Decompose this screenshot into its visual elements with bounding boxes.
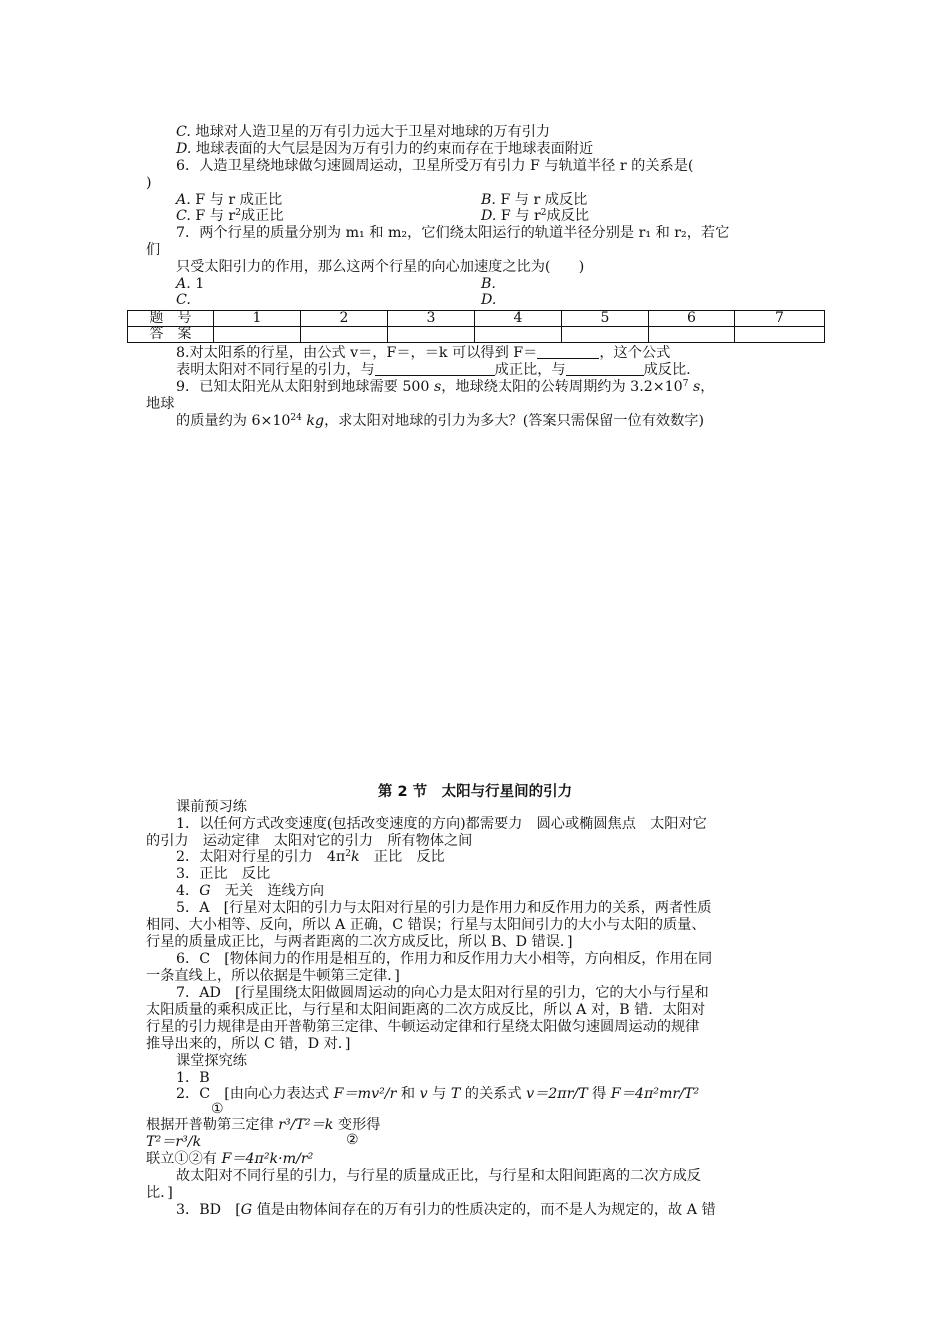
option-c: C. 地球对人造卫星的万有引力远大于卫星对地球的万有引力 bbox=[176, 124, 551, 140]
fill-blank[interactable] bbox=[375, 362, 495, 376]
explore-2-kepler: 根据开普勒第三定律 r³/T²＝k 变形得 bbox=[146, 1117, 381, 1133]
answer-7-line2: 太阳质量的乘积成正比，与行星和太阳间距离的二次方成反比，所以 A 对，B 错．太阳对 bbox=[146, 1002, 706, 1018]
col-number-3: 3 bbox=[388, 311, 475, 327]
question-8: 8.对太阳系的行星，由公式 v＝，F＝，＝k 可以得到 F＝ ，这个公式 bbox=[176, 345, 671, 361]
explore-1: 1．B bbox=[176, 1070, 210, 1086]
answer-5: 5．A [行星对太阳的引力与太阳对行星的引力是作用力和反作用力的关系，两者性质 bbox=[176, 900, 712, 916]
col-number-1: 1 bbox=[214, 311, 301, 327]
section-title: 第 2 节 太阳与行星间的引力 bbox=[377, 784, 573, 800]
answer-table bbox=[127, 310, 825, 343]
question-8-line2: 表明太阳对不同行星的引力，与 成正比，与 成反比. bbox=[176, 362, 691, 378]
row-label-number: 题 号 bbox=[128, 311, 214, 327]
question-9-wrap: 地球 bbox=[146, 396, 175, 412]
q6-option-a: A. F 与 r 成正比 bbox=[176, 192, 283, 208]
answer-5-line2: 相同、大小相等、反向，所以 A 正确，C 错误；行星与太阳间引力的大小与太阳的质量、 bbox=[146, 917, 706, 933]
explore-2-join: 联立①②有 F＝4π²k·m/r² bbox=[146, 1151, 314, 1167]
equation-marker-2: ② bbox=[346, 1132, 359, 1148]
answer-4: 4．G 无关 连线方向 bbox=[176, 883, 325, 899]
answer-cell[interactable] bbox=[649, 327, 735, 343]
fill-blank[interactable] bbox=[566, 362, 644, 376]
row-label-answer: 答 案 bbox=[128, 327, 214, 343]
col-number-7: 7 bbox=[735, 311, 825, 327]
q6-option-c: C. F 与 $r^2$成正比 bbox=[176, 208, 284, 224]
answer-cell[interactable] bbox=[735, 327, 825, 343]
answer-2: 2．太阳对行星的引力 $4\pi^2k$ 正比 反比 bbox=[176, 849, 445, 865]
question-6-paren: ) bbox=[146, 175, 152, 191]
q6-option-b: B. F 与 r 成反比 bbox=[481, 192, 588, 208]
question-7-line3: 只受太阳引力的作用，那么这两个行星的向心加速度之比为( ) bbox=[176, 259, 585, 275]
table-row-numbers bbox=[128, 311, 825, 327]
answer-cell[interactable] bbox=[475, 327, 562, 343]
col-number-5: 5 bbox=[562, 311, 649, 327]
question-9: 9．已知太阳光从太阳射到地球需要 500 s，地球绕太阳的公转周期约为 $3.2\times 10^7$ s， bbox=[176, 379, 715, 395]
answer-5-line3: 行星的质量成正比，与两者距离的二次方成反比，所以 B、D 错误．] bbox=[146, 934, 573, 950]
preview-heading: 课前预习练 bbox=[176, 799, 247, 815]
col-number-6: 6 bbox=[649, 311, 735, 327]
equation-marker-1: ① bbox=[211, 1101, 224, 1117]
class-heading: 课堂探究练 bbox=[176, 1053, 247, 1069]
explore-3: 3．BD [G 值是由物体间存在的万有引力的性质决定的，而不是人为规定的，故 A 错 bbox=[176, 1202, 716, 1218]
question-7: 7．两个行星的质量分别为 m₁ 和 m₂，它们绕太阳运行的轨道半径分别是 r₁ 和 r₂，若它 bbox=[176, 225, 730, 241]
answer-6-line2: 一条直线上，所以依据是牛顿第三定律．] bbox=[146, 968, 400, 984]
question-9-line3: 的质量约为 $6\times 10^{24}$ kg，求太阳对地球的引力为多大？(答案只需保留一位有效数字) bbox=[176, 413, 705, 429]
answer-cell[interactable] bbox=[214, 327, 301, 343]
explore-2-conclusion: 故太阳对不同行星的引力，与行星的质量成正比，与行星和太阳间距离的二次方成反 bbox=[176, 1168, 701, 1184]
question-7-wrap: 们 bbox=[146, 242, 161, 258]
question-6: 6．人造卫星绕地球做匀速圆周运动，卫星所受万有引力 F 与轨道半径 r 的关系是( bbox=[176, 158, 694, 174]
col-number-4: 4 bbox=[475, 311, 562, 327]
q7-option-a: A. 1 bbox=[176, 276, 205, 292]
answer-cell[interactable] bbox=[562, 327, 649, 343]
explore-2-t-squared: T²＝r³/k bbox=[146, 1134, 202, 1150]
explore-2: 2．C [由向心力表达式 F＝mv²/r 和 v 与 T 的关系式 v＝2πr/T 得 F＝4π²mr/T² bbox=[176, 1086, 700, 1102]
explore-2-conclusion-wrap: 比．] bbox=[146, 1185, 173, 1201]
q7-option-c: C. bbox=[176, 292, 191, 308]
answer-1-wrap: 的引力 运动定律 太阳对它的引力 所有物体之间 bbox=[146, 833, 473, 849]
answer-3: 3．正比 反比 bbox=[176, 866, 271, 882]
fill-blank[interactable] bbox=[537, 345, 599, 359]
answer-7-line4: 推导出来的，所以 C 错，D 对．] bbox=[146, 1036, 351, 1052]
answer-7: 7．AD [行星围绕太阳做圆周运动的向心力是太阳对行星的引力，它的大小与行星和 bbox=[176, 985, 709, 1001]
answer-cell[interactable] bbox=[301, 327, 388, 343]
col-number-2: 2 bbox=[301, 311, 388, 327]
answer-6: 6．C [物体间力的作用是相互的，作用力和反作用力大小相等，方向相反，作用在同 bbox=[176, 951, 713, 967]
q7-option-b: B. bbox=[481, 276, 496, 292]
answer-1: 1．以任何方式改变速度(包括改变速度的方向)都需要力 圆心或椭圆焦点 太阳对它 bbox=[176, 816, 707, 832]
answer-7-line3: 行星的引力规律是由开普勒第三定律、牛顿运动定律和行星绕太阳做匀速圆周运动的规律 bbox=[146, 1019, 700, 1035]
q6-option-d: D. F 与 $r^2$成反比 bbox=[481, 208, 590, 224]
option-d: D. 地球表面的大气层是因为万有引力的约束而存在于地球表面附近 bbox=[176, 141, 594, 157]
q7-option-d: D. bbox=[481, 292, 497, 308]
answer-cell[interactable] bbox=[388, 327, 475, 343]
table-row-answers bbox=[128, 327, 825, 343]
